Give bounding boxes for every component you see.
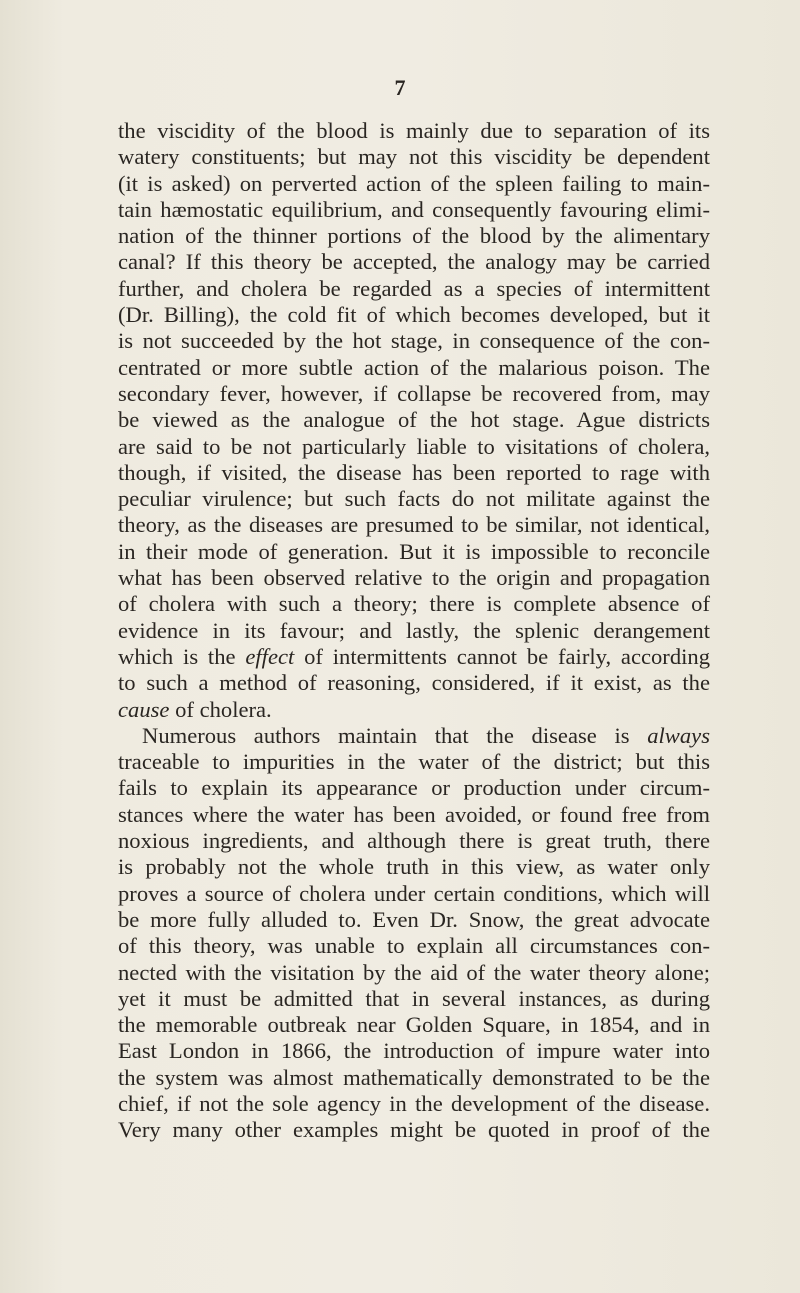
text-line: be more fully alluded to. Even Dr. Snow, the great advocate — [118, 906, 710, 932]
text-line: evidence in its favour; and lastly, the splenic derangement — [118, 617, 710, 643]
italic-emphasis: always — [647, 722, 710, 748]
text-line: noxious ingredients, and although there is great truth, there — [118, 828, 710, 854]
text-segment: Numerous authors maintain that the disease is — [142, 722, 630, 748]
text-line: are said to be not particularly liable to visitations of cholera, — [118, 433, 710, 459]
body-text — [118, 118, 710, 1144]
text-line: of this theory, was unable to explain all circumstances con- — [118, 933, 710, 959]
text-line: nected with the visitation by the aid of the water theory alone; — [118, 959, 710, 985]
text-line: peculiar virulence; but such facts do not militate against the — [118, 486, 710, 512]
text-line: proves a source of cholera under certain conditions, which will — [118, 880, 710, 906]
text-line: is not succeeded by the hot stage, in consequence of the con- — [118, 328, 710, 354]
text-line: canal? If this theory be accepted, the analogy may be carried — [118, 249, 710, 275]
text-line: Very many other examples might be quoted in proof of the — [118, 1117, 710, 1143]
text-line: of cholera with such a theory; there is complete absence of — [118, 591, 710, 617]
text-line: nation of the thinner portions of the blood by the alimentary — [118, 223, 710, 249]
text-line — [118, 644, 710, 670]
italic-emphasis: effect — [245, 643, 295, 669]
page-number: 7 — [394, 75, 406, 100]
text-segment: of cholera. — [175, 696, 272, 722]
text-line: what has been observed relative to the origin and propagation — [118, 565, 710, 591]
text-line — [118, 697, 710, 723]
text-line: tain hæmostatic equilibrium, and consequently favouring elimi- — [118, 196, 710, 222]
text-line: stances where the water has been avoided, or found free from — [118, 801, 710, 827]
italic-emphasis: cause — [118, 696, 170, 722]
text-line — [118, 723, 710, 749]
text-line: though, if visited, the disease has been reported to rage with — [118, 459, 710, 485]
text-line: fails to explain its appearance or production under circum- — [118, 775, 710, 801]
text-line: the system was almost mathematically demonstrated to be the — [118, 1064, 710, 1090]
text-segment: of intermittents cannot be fairly, according — [304, 643, 710, 669]
text-line: to such a method of reasoning, considered, if it exist, as the — [118, 670, 710, 696]
text-line: traceable to impurities in the water of the district; but this — [118, 749, 710, 775]
text-line: the viscidity of the blood is mainly due to separation of its — [118, 118, 710, 143]
text-line: further, and cholera be regarded as a species of intermittent — [118, 275, 710, 301]
text-line: East London in 1866, the introduction of impure water into — [118, 1038, 710, 1064]
text-line: theory, as the diseases are presumed to be similar, not identical, — [118, 512, 710, 538]
text-line: secondary fever, however, if collapse be recovered from, may — [118, 380, 710, 406]
text-line: the memorable outbreak near Golden Square, in 1854, and in — [118, 1012, 710, 1038]
text-line: is probably not the whole truth in this view, as water only — [118, 854, 710, 880]
text-line: be viewed as the analogue of the hot stage. Ague districts — [118, 407, 710, 433]
text-line: (Dr. Billing), the cold fit of which becomes developed, but it — [118, 302, 710, 328]
text-line: chief, if not the sole agency in the development of the disease. — [118, 1090, 710, 1116]
text-line: watery constituents; but may not this viscidity be dependent — [118, 144, 710, 170]
text-line: (it is asked) on perverted action of the spleen failing to main- — [118, 170, 710, 196]
text-segment: which is the — [118, 643, 236, 669]
text-line: centrated or more subtle action of the malarious poison. The — [118, 354, 710, 380]
text-line: yet it must be admitted that in several instances, as during — [118, 985, 710, 1011]
text-line: in their mode of generation. But it is impossible to reconcile — [118, 538, 710, 564]
